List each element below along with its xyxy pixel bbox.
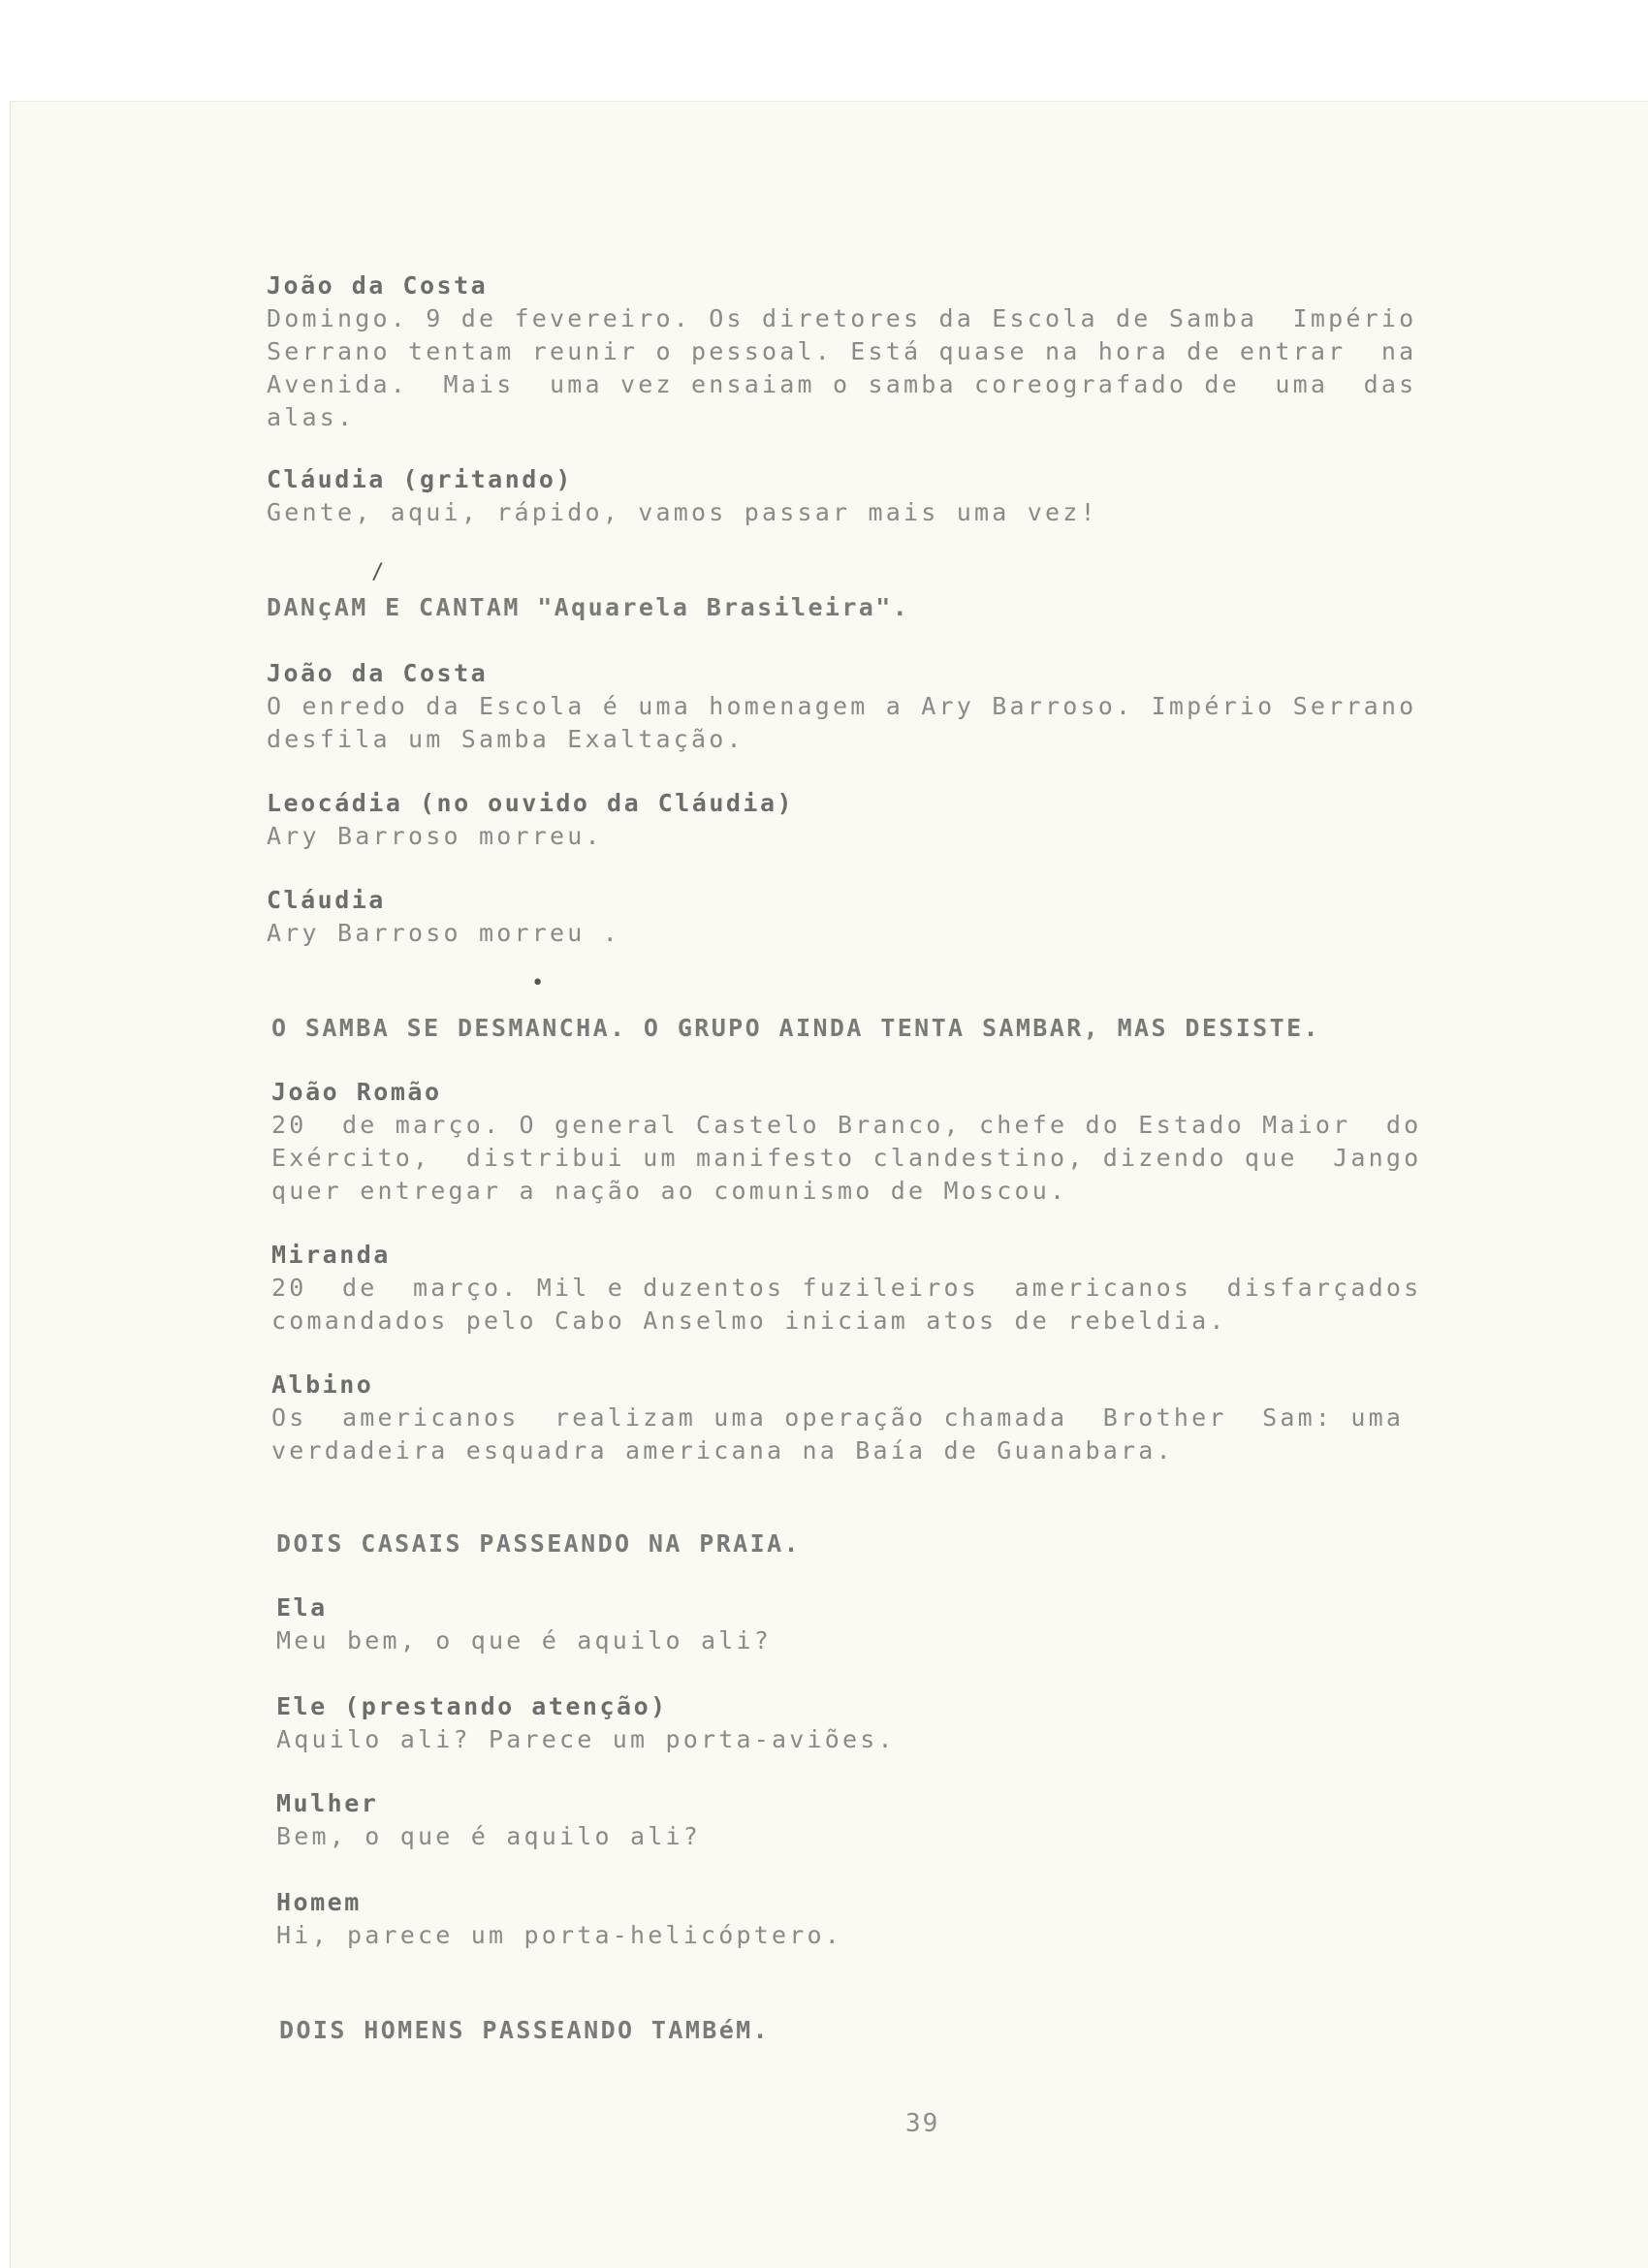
dialogue-line: Aquilo ali? Parece um porta-aviões. <box>276 1725 896 1753</box>
dialogue-line: Domingo. 9 de fevereiro. Os diretores da Escola de Samba Império <box>267 304 1417 332</box>
dialogue-block <box>276 1787 1537 1853</box>
dialogue-block <box>271 1369 1532 1467</box>
dialogue-line: Os americanos realizam uma operação chamada Brother Sam: uma <box>271 1403 1405 1432</box>
dialogue-line: 20 de março. Mil e duzentos fuzileiros americanos disfarçados <box>271 1274 1422 1302</box>
speaker-name: Ela <box>276 1593 328 1622</box>
dialogue-line: Gente, aqui, rápido, vamos passar mais uma vez! <box>267 498 1098 526</box>
stage-direction: DOIS HOMENS PASSEANDO TAMBéM. <box>279 2016 771 2044</box>
page-number: 39 <box>905 2109 940 2138</box>
dialogue-block <box>276 1690 1537 1756</box>
pen-mark: / <box>371 560 385 584</box>
dialogue-block <box>267 463 1527 529</box>
speaker-name: Cláudia (gritando) <box>267 465 573 493</box>
stage-direction: DOIS CASAIS PASSEANDO NA PRAIA. <box>276 1529 801 1558</box>
dialogue-block <box>271 1076 1532 1208</box>
dialogue-line: Bem, o que é aquilo ali? <box>276 1822 702 1850</box>
dialogue-line: Ary Barroso morreu. <box>267 822 603 850</box>
dialogue-line: Serrano tentam reunir o pessoal. Está quase na hora de entrar na <box>267 337 1417 365</box>
speaker-name: João da Costa <box>267 659 489 687</box>
speaker-name: Leocádia (no ouvido da Cláudia) <box>267 789 795 817</box>
dialogue-block <box>267 884 1527 950</box>
dialogue-line: 20 de março. O general Castelo Branco, chefe do Estado Maior do <box>271 1111 1422 1139</box>
speaker-name: Homem <box>276 1888 362 1916</box>
dialogue-block <box>276 1886 1537 1952</box>
speaker-name: Ele (prestando atenção) <box>276 1692 668 1720</box>
dialogue-line: comandados pelo Cabo Anselmo iniciam atos de rebeldia. <box>271 1307 1227 1335</box>
speaker-name: Miranda <box>271 1241 391 1269</box>
dialogue-line: Ary Barroso morreu . <box>267 919 621 947</box>
dialogue-line: verdadeira esquadra americana na Baía de Guanabara. <box>271 1436 1174 1465</box>
dialogue-line: Hi, parece um porta-helicóptero. <box>276 1921 843 1949</box>
scan-margin <box>0 0 1648 101</box>
speaker-name: João da Costa <box>267 271 489 299</box>
stage-direction: O SAMBA SE DESMANCHA. O GRUPO AINDA TENTA SAMBAR, MAS DESISTE. <box>271 1014 1320 1042</box>
speaker-name: Cláudia <box>267 886 386 914</box>
dialogue-block <box>276 1591 1537 1657</box>
dialogue-line: quer entregar a nação ao comunismo de Moscou. <box>271 1177 1068 1205</box>
dialogue-line: desfila um Samba Exaltação. <box>267 725 745 753</box>
dialogue-block <box>267 787 1527 853</box>
dialogue-line: Exército, distribui um manifesto clandestino, dizendo que Jango <box>271 1144 1422 1172</box>
stage-direction: DANçAM E CANTAM "Aquarela Brasileira". <box>267 593 910 621</box>
dialogue-block <box>267 657 1527 756</box>
speaker-name: Mulher <box>276 1789 379 1817</box>
dialogue-line: alas. <box>267 403 356 431</box>
dialogue-line: Meu bem, o que é aquilo ali? <box>276 1626 773 1654</box>
dialogue-block <box>267 269 1527 434</box>
dialogue-line: Avenida. Mais uma vez ensaiam o samba coreografado de uma das <box>267 370 1417 398</box>
dialogue-block <box>271 1239 1532 1338</box>
speaker-name: Albino <box>271 1370 374 1399</box>
dialogue-line: O enredo da Escola é uma homenagem a Ary Barroso. Império Serrano <box>267 692 1417 720</box>
speaker-name: João Romão <box>271 1078 442 1106</box>
ink-dot: • <box>531 971 545 995</box>
